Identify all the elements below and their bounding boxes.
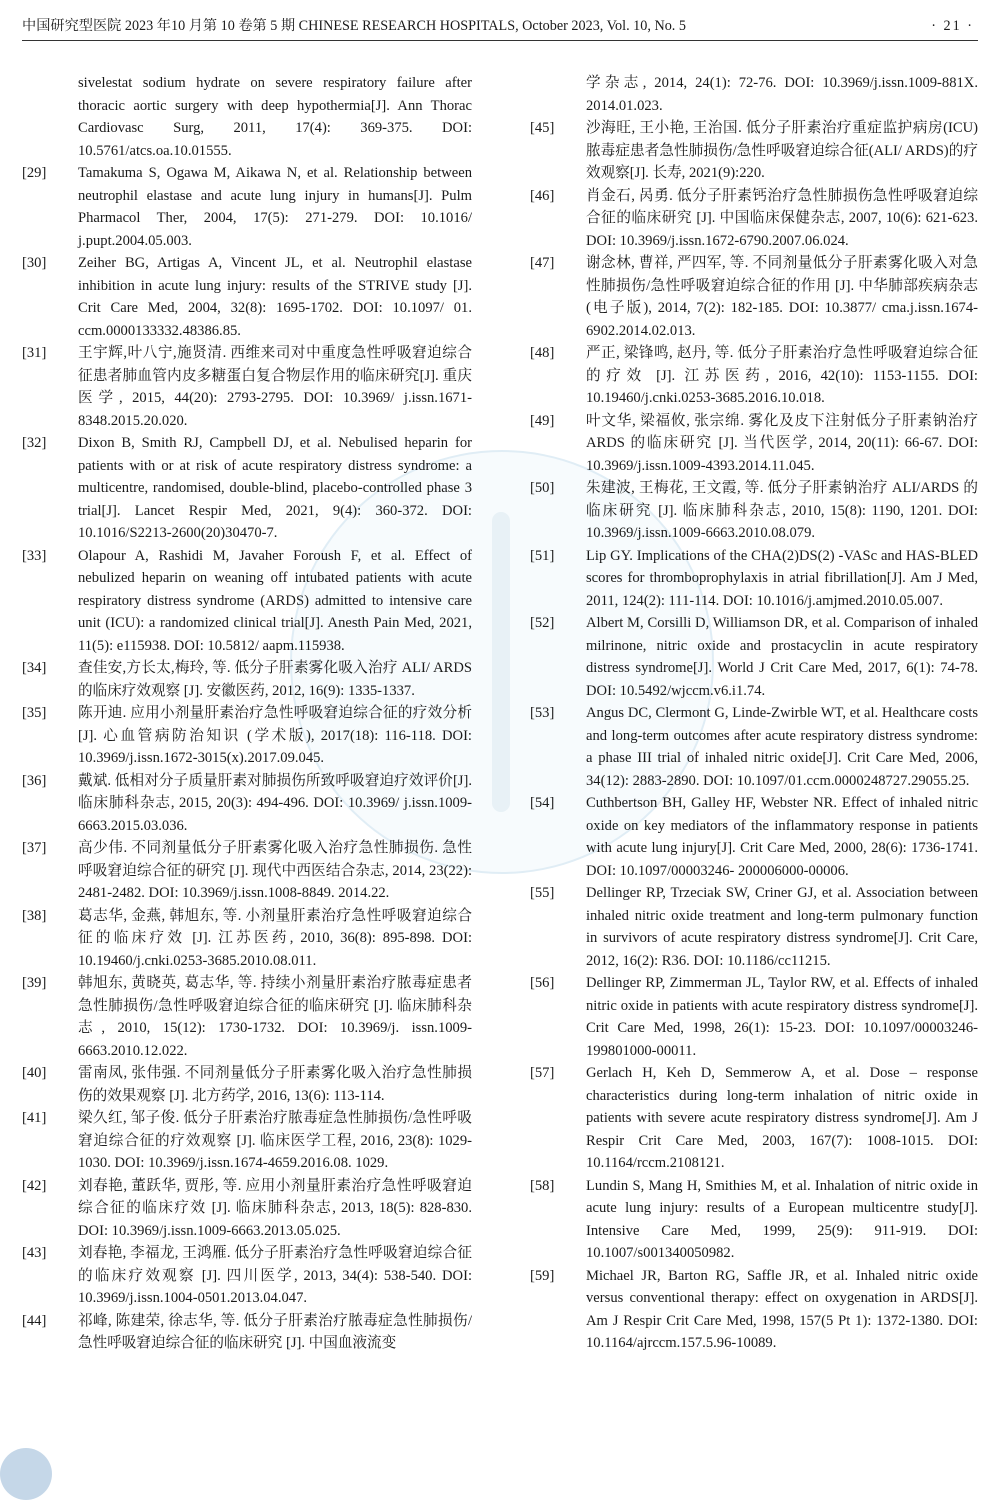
reference-text: Cuthbertson BH, Galley HF, Webster NR. Effect of inhaled nitric oxide on key mediators of the inflammatory response in patients with acute lung injury[J]. Crit Care Med, 2000, 28(6): 1736-1741. DOI: 10.1097/00003246- 200006000-00006. <box>586 795 978 879</box>
reference-continuation <box>22 72 472 162</box>
reference-text: Tamakuma S, Ogawa M, Aikawa N, et al. Relationship between neutrophil elastase and acute lung injury in humans[J]. Pulm Pharmacol Ther, 2004, 17(5): 271-279. DOI: 10.1016/ j.pupt.2004.05.003. <box>78 165 472 249</box>
reference-number: [46] <box>530 187 555 204</box>
reference-entry <box>22 545 472 658</box>
reference-continuation <box>530 72 978 117</box>
reference-text: 韩旭东, 黄晓英, 葛志华, 等. 持续小剂量肝素治疗脓毒症患者急性肺损伤/急性呼吸窘迫综合征的临床研究 [J]. 临床肺科杂志, 2010, 15(12): 1730-1732. DOI: 10.3969/j. issn.1009-6663.2010.12.022. <box>78 975 472 1059</box>
reference-entry <box>530 702 978 792</box>
reference-number: [34] <box>22 660 47 676</box>
reference-text: 学杂志, 2014, 24(1): 72-76. DOI: 10.3969/j.issn.1009-881X. 2014.01.023. <box>586 75 978 114</box>
reference-number: [31] <box>22 345 47 361</box>
reference-entry <box>530 410 978 478</box>
reference-number: [43] <box>22 1245 47 1261</box>
reference-entry <box>530 882 978 972</box>
reference-text: Lundin S, Mang H, Smithies M, et al. Inhalation of nitric oxide in acute lung injury: results of a European multicentre study[J]. Intensive Care Med, 1999, 25(9): 911-919. DOI: 10.1007/s001340050982. <box>586 1177 978 1261</box>
reference-text: 梁久红, 邹子俊. 低分子肝素治疗脓毒症急性肺损伤/急性呼吸窘迫综合征的疗效观察 [J]. 临床医学工程, 2016, 23(8): 1029-1030. DOI: 10.3969/j.issn.1674-4659.2016.08. 1029. <box>78 1110 472 1171</box>
reference-entry <box>530 117 978 185</box>
reference-text: Albert M, Corsilli D, Williamson DR, et al. Comparison of inhaled milrinone, nitric oxide and prostacyclin in acute respiratory distress syndrome[J]. World J Crit Care Med, 2017, 6(1): 74-78. DOI: 10.5492/wjccm.v6.i1.74. <box>586 615 978 699</box>
reference-entry <box>530 545 978 613</box>
reference-text: 陈开迪. 应用小剂量肝素治疗急性呼吸窘迫综合征的疗效分析 [J]. 心血管病防治知识 (学术版), 2017(18): 116-118. DOI: 10.3969/j.issn.1672-3015(x).2017.09.045. <box>78 705 472 766</box>
reference-text: Dixon B, Smith RJ, Campbell DJ, et al. Nebulised heparin for patients with or at risk of acute respiratory distress syndrome: a multicentre, randomised, double-blind, placebo-controlled phase 3 trial[J]. Lancet Respir Med, 2021, 9(4): 360-372. DOI: 10.1016/S2213-2600(20)30470-7. <box>78 435 472 541</box>
reference-column-right <box>530 72 978 1355</box>
reference-number: [54] <box>530 795 555 811</box>
reference-number: [49] <box>530 412 555 429</box>
watermark-staff-icon <box>492 512 510 812</box>
reference-number: [37] <box>22 840 47 856</box>
reference-number: [51] <box>530 547 555 564</box>
reference-number: [32] <box>22 435 47 451</box>
reference-entry <box>22 702 472 770</box>
reference-number: [35] <box>22 705 47 721</box>
reference-text: 刘春艳, 李福龙, 王鸿雁. 低分子肝素治疗急性呼吸窘迫综合征的临床疗效观察 [J]. 四川医学, 2013, 34(4): 538-540. DOI: 10.3969/j.issn.1004-0501.2013.04.047. <box>78 1245 472 1306</box>
running-header <box>22 12 978 41</box>
reference-entry <box>22 342 472 432</box>
reference-number: [56] <box>530 975 555 991</box>
page-number: · 21 · <box>931 18 974 34</box>
reference-entry <box>530 612 978 702</box>
reference-text: 王宇辉,叶八宁,施贤清. 西维来司对中重度急性呼吸窘迫综合征患者肺血管内皮多糖蛋白复合物层作用的临床研究[J]. 重庆医学, 2015, 44(20): 2793-2795. DOI: 10.3969/ j.issn.1671-8348.2015.20.020. <box>78 345 472 429</box>
reference-text: Zeiher BG, Artigas A, Vincent JL, et al. Neutrophil elastase inhibition in acute lung injury: results of the STRIVE study [J]. Crit Care Med, 2004, 32(8): 1695-1702. DOI: 10.1097/ 01. ccm.0000133332.48386.85. <box>78 255 472 339</box>
reference-entry <box>22 972 472 1062</box>
reference-number: [29] <box>22 165 47 181</box>
reference-entry <box>530 185 978 253</box>
reference-text: 刘春艳, 董跃华, 贾彤, 等. 应用小剂量肝素治疗急性呼吸窘迫综合征的临床疗效 [J]. 临床肺科杂志, 2013, 18(5): 828-830. DOI: 10.3969/j.issn.1009-6663.2013.05.025. <box>78 1177 472 1239</box>
reference-entry <box>530 477 978 545</box>
reference-number: [57] <box>530 1065 555 1081</box>
reference-text: 戴斌. 低相对分子质量肝素对肺损伤所致呼吸窘迫疗效评价[J]. 临床肺科杂志, 2015, 20(3): 494-496. DOI: 10.3969/ j.issn.1009-6663.2015.03.036. <box>78 772 472 834</box>
reference-text: Angus DC, Clermont G, Linde-Zwirble WT, et al. Healthcare costs and long-term outcomes after acute respiratory distress syndrome: a phase III trial of inhaled nitric oxide[J]. Crit Care Med, 2006, 34(12): 2883-2890. DOI: 10.1097/01.ccm.0000248727.29055.25. <box>586 705 978 789</box>
reference-number: [44] <box>22 1312 47 1329</box>
reference-number: [55] <box>530 885 555 901</box>
reference-entry <box>22 1107 472 1175</box>
reference-text: 谢念林, 曹祥, 严四军, 等. 不同剂量低分子肝素雾化吸入对急性肺损伤/急性呼吸窘迫综合征的作用 [J]. 中华肺部疾病杂志(电子版), 2014, 7(2): 182-185. DOI: 10.3877/ cma.j.issn.1674-6902.2014.02.013. <box>586 255 978 339</box>
reference-text: 肖金石, 呙勇. 低分子肝素钙治疗急性肺损伤急性呼吸窘迫综合征的临床研究 [J]. 中国临床保健杂志, 2007, 10(6): 621-623. DOI: 10.3969/j.issn.1672-6790.2007.06.024. <box>586 187 978 249</box>
reference-text: 严正, 梁锋鸣, 赵丹, 等. 低分子肝素治疗急性呼吸窘迫综合征的疗效 [J]. 江苏医药, 2016, 42(10): 1153-1155. DOI: 10.19460/j.cnki.0253-3685.2016.10.018. <box>586 345 978 406</box>
reference-number: [59] <box>530 1267 555 1284</box>
reference-entry <box>22 657 472 702</box>
reference-number: [52] <box>530 615 555 631</box>
reference-text: 查佳安,方长太,梅玲, 等. 低分子肝素雾化吸入治疗 ALI/ ARDS 的临床疗效观察 [J]. 安徽医药, 2012, 16(9): 1335-1337. <box>78 660 472 699</box>
reference-entry <box>22 432 472 545</box>
reference-text: Michael JR, Barton RG, Saffle JR, et al. Inhaled nitric oxide versus conventional therapy: effect on oxygenation in ARDS[J]. Am J Respir Crit Care Med, 1998, 157(5 Pt 1): 1372-1380. DOI: 10.1164/ajrccm.157.5.96-10089. <box>586 1267 978 1351</box>
reference-text: sivelestat sodium hydrate on severe respiratory failure after thoracic aortic surgery with deep hypothermia[J]. Ann Thorac Cardiovasc Surg, 2011, 17(4): 369-375. DOI: 10.5761/atcs.oa.10.01555. <box>78 75 472 159</box>
reference-entry <box>22 1242 472 1310</box>
reference-number: [53] <box>530 705 555 721</box>
reference-number: [50] <box>530 480 555 496</box>
reference-entry <box>22 252 472 342</box>
reference-number: [45] <box>530 120 555 136</box>
reference-entry <box>530 1062 978 1175</box>
reference-text: 雷南凤, 张伟强. 不同剂量低分子肝素雾化吸入治疗急性肺损伤的效果观察 [J]. 北方药学, 2016, 13(6): 113-114. <box>78 1065 472 1104</box>
reference-number: [48] <box>530 345 555 361</box>
reference-entry <box>530 1265 978 1355</box>
reference-entry <box>530 972 978 1062</box>
reference-entry <box>22 1310 472 1355</box>
reference-text: Lip GY. Implications of the CHA(2)DS(2) -VASc and HAS-BLED scores for thromboprophylaxis in atrial fibrillation[J]. Am J Med, 2011, 124(2): 111-114. DOI: 10.1016/j.amjmed.2010.05.007. <box>586 547 978 609</box>
reference-number: [30] <box>22 255 47 271</box>
reference-text: 高少伟. 不同剂量低分子肝素雾化吸入治疗急性肺损伤. 急性呼吸窘迫综合征的研究 [J]. 现代中西医结合杂志, 2014, 23(22): 2481-2482. DOI: 10.3969/j.issn.1008-8849. 2014.22. <box>78 840 472 901</box>
reference-number: [58] <box>530 1177 555 1194</box>
reference-entry <box>22 1175 472 1243</box>
reference-entry <box>22 770 472 838</box>
reference-entry <box>22 1062 472 1107</box>
reference-number: [33] <box>22 547 47 564</box>
reference-number: [41] <box>22 1110 47 1126</box>
reference-number: [39] <box>22 975 47 991</box>
reference-text: 朱建波, 王梅花, 王文霞, 等. 低分子肝素钠治疗 ALI/ARDS 的临床研究 [J]. 临床肺科杂志, 2010, 15(8): 1190, 1201. DOI: 10.3969/j.issn.1009-6663.2010.08.079. <box>586 480 978 541</box>
reference-text: 叶文华, 梁福攸, 张宗绵. 雾化及皮下注射低分子肝素钠治疗 ARDS 的临床研究 [J]. 当代医学, 2014, 20(11): 66-67. DOI: 10.3969/j.issn.1009-4393.2014.11.045. <box>586 412 978 474</box>
reference-text: Dellinger RP, Trzeciak SW, Criner GJ, et al. Association between inhaled nitric oxide treatment and long-term pulmonary function in survivors of acute respiratory distress syndrome[J]. Crit Care, 2012, 16(2): R36. DOI: 10.1186/cc11215. <box>586 885 978 969</box>
reference-text: 祁峰, 陈建荣, 徐志华, 等. 低分子肝素治疗脓毒症急性肺损伤/ 急性呼吸窘迫综合征的临床研究 [J]. 中国血液流变 <box>78 1312 472 1351</box>
society-logo-icon <box>0 1448 52 1500</box>
reference-number: [38] <box>22 907 47 924</box>
reference-number: [40] <box>22 1065 47 1081</box>
reference-text: Olapour A, Rashidi M, Javaher Foroush F, et al. Effect of nebulized heparin on weaning off intubated patients with acute respiratory distress syndrome (ARDS) admitted to intensive care unit (ICU): a randomized clinical trial[J]. Anesth Pain Med, 2021, 11(5): e115938. DOI: 10.5812/ aapm.115938. <box>78 547 472 654</box>
reference-column-left <box>22 72 472 1355</box>
reference-entry <box>22 905 472 973</box>
reference-text: 沙海旺, 王小艳, 王治国. 低分子肝素治疗重症监护病房(ICU)脓毒症患者急性肺损伤/急性呼吸窘迫综合征(ALI/ ARDS)的疗效观察[J]. 长寿, 2021(9):220. <box>586 120 978 181</box>
reference-text: Dellinger RP, Zimmerman JL, Taylor RW, et al. Effects of inhaled nitric oxide in patients with acute respiratory distress syndrome[J]. Crit Care Med, 1998, 26(1): 15-23. DOI: 10.1097/00003246-199801000-00011. <box>586 975 978 1059</box>
reference-text: Gerlach H, Keh D, Semmerow A, et al. Dose – response characteristics during long-term inhalation of nitric oxide in patients with severe acute respiratory distress syndrome[J]. Am J Respir Crit Care Med, 2003, 167(7): 1008-1015. DOI: 10.1164/rccm.2108121. <box>586 1065 978 1171</box>
reference-entry <box>530 342 978 410</box>
reference-number: [47] <box>530 255 555 271</box>
reference-entry <box>22 162 472 252</box>
journal-header: 中国研究型医院 2023 年10 月第 10 卷第 5 期 CHINESE RESEARCH HOSPITALS, October 2023, Vol. 10, No. 5 <box>22 18 686 34</box>
reference-entry <box>22 837 472 905</box>
reference-number: [42] <box>22 1177 47 1194</box>
reference-text: 葛志华, 金燕, 韩旭东, 等. 小剂量肝素治疗急性呼吸窘迫综合征的临床疗效 [J]. 江苏医药, 2010, 36(8): 895-898. DOI: 10.19460/j.cnki.0253-3685.2010.08.011. <box>78 907 472 969</box>
reference-number: [36] <box>22 772 47 789</box>
reference-entry <box>530 252 978 342</box>
reference-entry <box>530 1175 978 1265</box>
reference-entry <box>530 792 978 882</box>
